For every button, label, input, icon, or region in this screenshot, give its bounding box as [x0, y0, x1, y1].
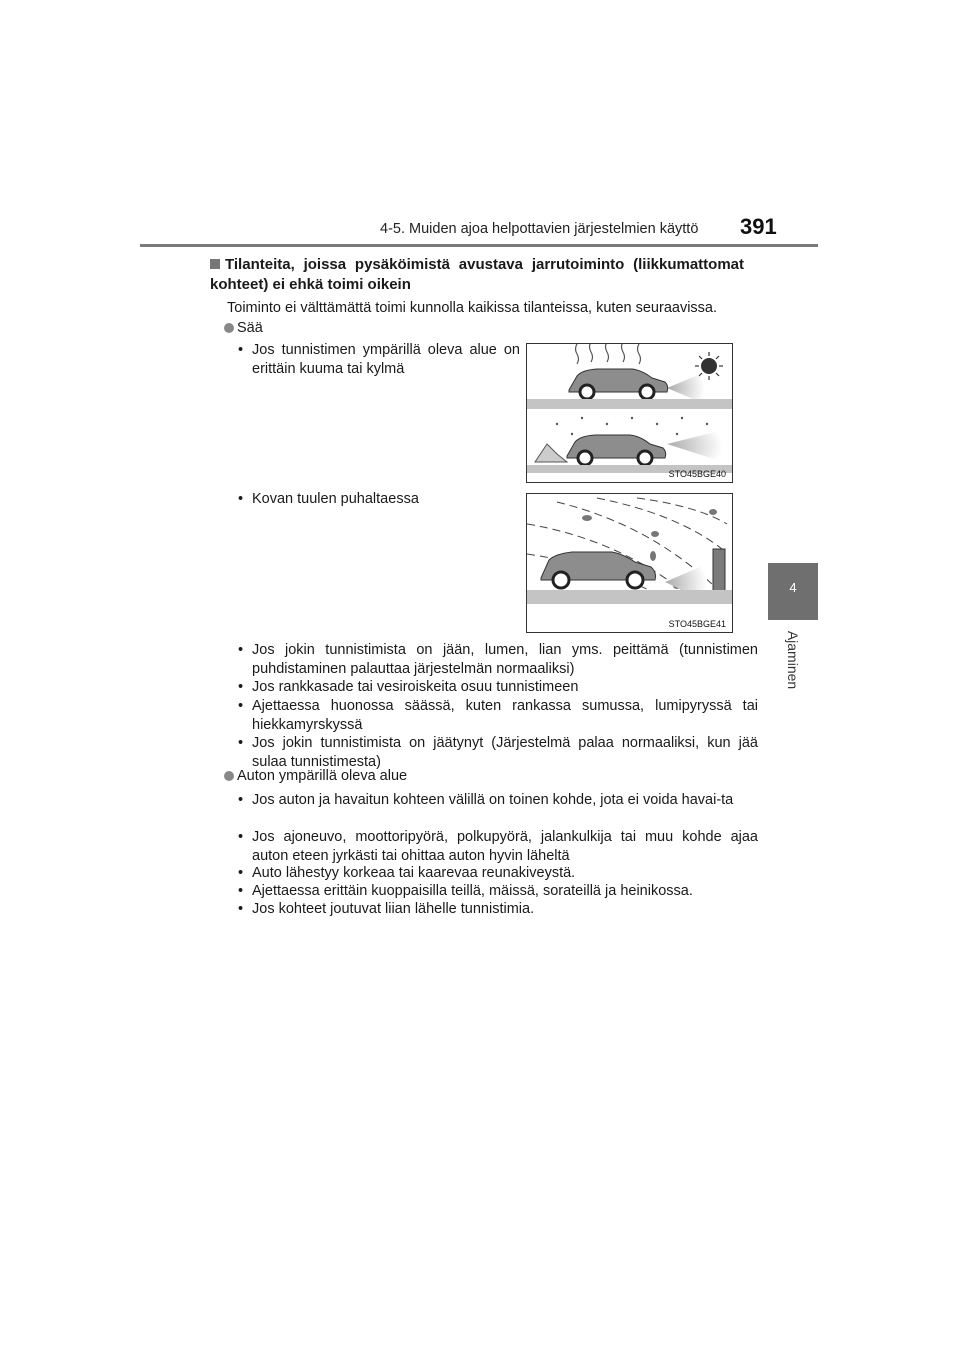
section-heading: Tilanteita, joissa pysäköimistä avustava jarrutoiminto (liikkumattomat kohteet) ei ehkä toimi oikein — [210, 256, 744, 293]
page-number: 391 — [740, 214, 777, 239]
figure-hot-cold — [526, 343, 733, 483]
list-item: • Jos jokin tunnistimista on jään, lumen, lian yms. peittämä (tunnistimen puhdistaminen palauttaa järjestelmän normaaliksi) — [238, 642, 758, 677]
surroundings-subheading: Auton ympärillä oleva alue — [224, 766, 407, 786]
list-item: • Jos rankkasade tai vesiroiskeita osuu tunnistimeen — [238, 679, 579, 695]
circle-bullet-icon — [224, 323, 234, 333]
list-item: • Auto lähestyy korkeaa tai kaarevaa reunakiveystä. — [238, 865, 576, 881]
list-item: • Jos auton ja havaitun kohteen välillä on toinen kohde, jota ei voida havai-ta — [238, 792, 734, 808]
chapter-tab[interactable]: 4 — [768, 563, 818, 620]
list-item: • Ajettaessa erittäin kuoppaisilla teillä, mäissä, sorateillä ja heinikossa. — [238, 883, 693, 899]
figure-wind — [526, 493, 733, 633]
section-intro: Toiminto ei välttämättä toimi kunnolla kaikissa tilanteissa, kuten seuraavissa. — [227, 300, 718, 316]
circle-bullet-icon — [224, 771, 234, 781]
figure-id: STO45BGE40 — [668, 469, 726, 479]
list-item: • Jos kohteet joutuvat liian lähelle tunnistimia. — [238, 901, 535, 917]
chapter-label: Ajaminen — [785, 630, 801, 690]
list-item: • Jos jokin tunnistimista on jäätynyt (Järjestelmä palaa normaaliksi, kun jää sulaa tunnistimesta) — [238, 735, 758, 770]
header-divider — [140, 244, 818, 247]
list-item: • Kovan tuulen puhaltaessa — [238, 491, 419, 507]
list-item: • Jos ajoneuvo, moottoripyörä, polkupyörä, jalankulkija tai muu kohde ajaa auton eteen jyrkästi tai ohittaa auton hyvin läheltä — [238, 829, 758, 864]
hot-cold-weather-car-icon — [527, 344, 732, 482]
list-item: • Jos tunnistimen ympärillä oleva alue on erittäin kuuma tai kylmä — [238, 342, 520, 377]
running-header: 4-5. Muiden ajoa helpottavien järjestelmien käyttö — [380, 221, 699, 237]
square-marker-icon — [210, 259, 220, 269]
weather-subheading: Sää — [224, 318, 263, 338]
list-item: • Ajettaessa huonossa säässä, kuten rankassa sumussa, lumipyryssä tai hiekkamyrskyssä — [238, 698, 758, 733]
strong-wind-car-icon — [527, 494, 732, 632]
figure-id: STO45BGE41 — [668, 619, 726, 629]
